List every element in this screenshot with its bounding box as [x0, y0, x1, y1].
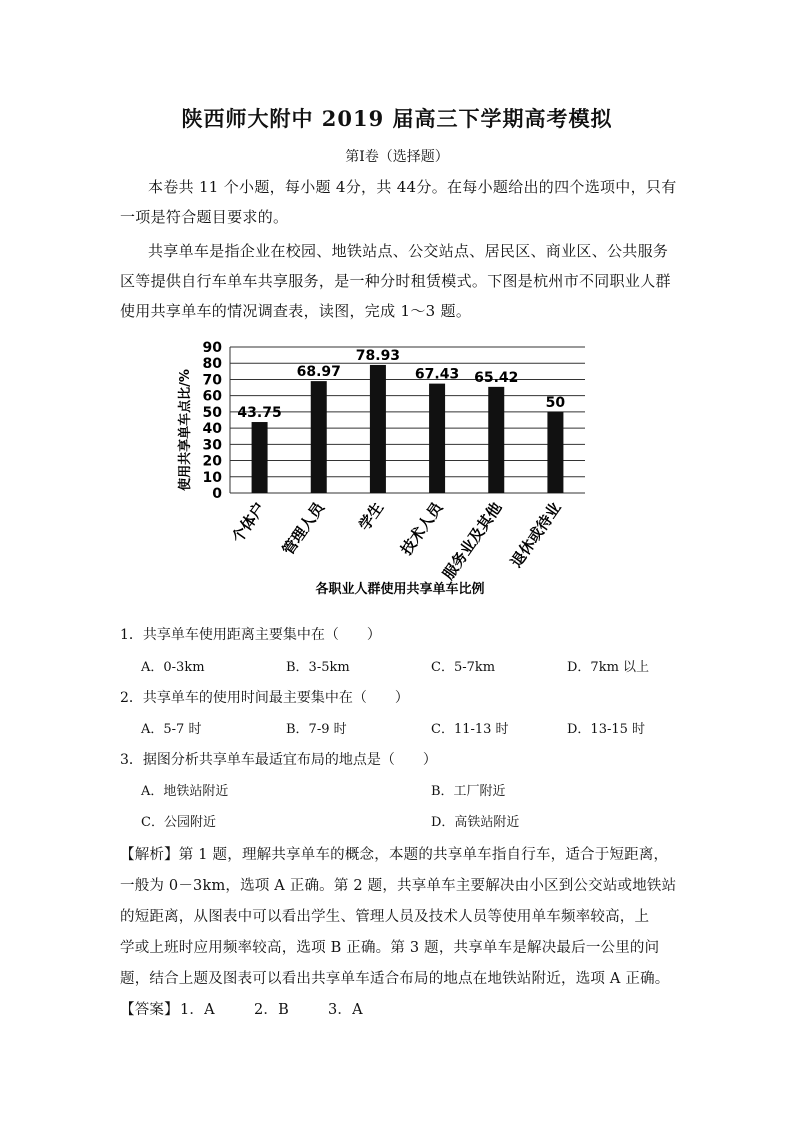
intro-line-1: 本卷共 11 个小题，每小题 4分，共 44分。在每小题给出的四个选项中，只有	[148, 178, 677, 196]
bar	[488, 387, 504, 493]
question-1-option-d: D．7km 以上	[567, 660, 650, 675]
answer-item-3: 3．A	[328, 1002, 363, 1018]
y-tick-label: 50	[202, 404, 222, 421]
y-tick-label: 60	[202, 388, 222, 405]
question-2-option-a: A．5-7 时	[141, 722, 202, 737]
question-1-option-a: A．0-3km	[141, 660, 205, 675]
y-tick-label: 0	[212, 486, 222, 502]
question-3-option-b: B．工厂附近	[431, 784, 506, 799]
question-3-option-c: C．公园附近	[141, 815, 216, 830]
bar-value-label: 67.43	[414, 366, 460, 383]
x-category-label: 个体户	[228, 498, 269, 547]
answer-label: 【答案】	[120, 1002, 179, 1018]
passage-line-1: 共享单车是指企业在校园、地铁站点、公交站点、居民区、商业区、公共服务	[148, 242, 669, 260]
chart-x-labels	[228, 498, 564, 583]
y-tick-label: 40	[202, 421, 222, 438]
question-3-option-d: D．高铁站附近	[431, 815, 520, 830]
chart-y-axis-label: 使用共享单车点比/%	[178, 369, 193, 491]
y-tick-label: 70	[202, 372, 222, 389]
answer-item-1: 1．A	[180, 1002, 215, 1018]
answer-item-2: 2．B	[254, 1002, 289, 1018]
question-3-stem: 3．据图分析共享单车最适宜布局的地点是（ ）	[120, 752, 437, 768]
chart-y-ticks	[203, 340, 223, 502]
x-category-label: 退休或待业	[506, 498, 565, 571]
question-2-option-d: D．13-15 时	[567, 722, 646, 737]
analysis-line-3: 的短距离，从图表中可以看出学生、管理人员及技术人员等使用单车频率较高，上	[120, 909, 650, 925]
bar-value-label: 43.75	[237, 405, 282, 422]
bar-value-label: 50	[545, 394, 566, 411]
chart-bars	[237, 348, 565, 493]
document-title: 陕西师大附中 2019 届高三下学期高考模拟	[181, 106, 613, 131]
bar	[252, 422, 268, 493]
y-tick-label: 80	[202, 356, 222, 373]
question-2-option-c: C．11-13 时	[431, 722, 509, 737]
y-tick-label: 30	[202, 437, 222, 454]
bar	[547, 412, 563, 493]
bar-value-label: 68.97	[296, 364, 341, 381]
passage-line-3: 使用共享单车的情况调查表，读图，完成 1～3 题。	[120, 302, 472, 320]
bar-value-label: 78.93	[355, 347, 401, 364]
occupation-bar-chart	[175, 335, 595, 605]
y-tick-label: 20	[202, 453, 222, 470]
y-tick-label: 10	[202, 469, 222, 486]
question-2-stem: 2．共享单车的使用时间最主要集中在（ ）	[120, 690, 409, 706]
question-1-option-c: C．5-7km	[431, 660, 496, 675]
x-category-label: 学生	[355, 498, 388, 534]
analysis-line-2: 一般为 0－3km，选项 A 正确。第 2 题，共享单车主要解决由小区到公交站或地铁站	[120, 878, 677, 894]
x-category-label: 服务业及其他	[439, 498, 506, 584]
bar	[370, 365, 386, 493]
bar-value-label: 65.42	[474, 369, 519, 386]
y-tick-label: 90	[202, 340, 222, 356]
bar	[429, 384, 445, 493]
bar	[311, 381, 327, 493]
analysis-line-1: 【解析】第 1 题，理解共享单车的概念，本题的共享单车指自行车，适合于短距离，	[120, 847, 669, 863]
chart-grid	[230, 347, 585, 493]
question-1-stem: 1．共享单车使用距离主要集中在（ ）	[120, 627, 381, 643]
chart-title: 各职业人群使用共享单车比例	[315, 582, 485, 597]
intro-line-2: 一项是符合题目要求的。	[120, 208, 289, 226]
analysis-line-4: 学或上班时应用频率较高，选项 B 正确。第 3 题，共享单车是解决最后一公里的问	[120, 940, 660, 956]
analysis-line-5: 题，结合上题及图表可以看出共享单车适合布局的地点在地铁站附近，选项 A 正确。	[120, 971, 670, 987]
x-category-label: 技术人员	[397, 498, 447, 559]
question-1-option-b: B．3-5km	[286, 660, 350, 675]
question-3-option-a: A．地铁站附近	[141, 784, 229, 799]
x-category-label: 管理人员	[278, 498, 329, 559]
question-2-option-b: B．7-9 时	[286, 722, 347, 737]
passage-line-2: 区等提供自行车单车共享服务，是一种分时租赁模式。下图是杭州市不同职业人群	[120, 272, 671, 290]
section-subtitle: 第Ⅰ卷（选择题）	[345, 149, 449, 165]
